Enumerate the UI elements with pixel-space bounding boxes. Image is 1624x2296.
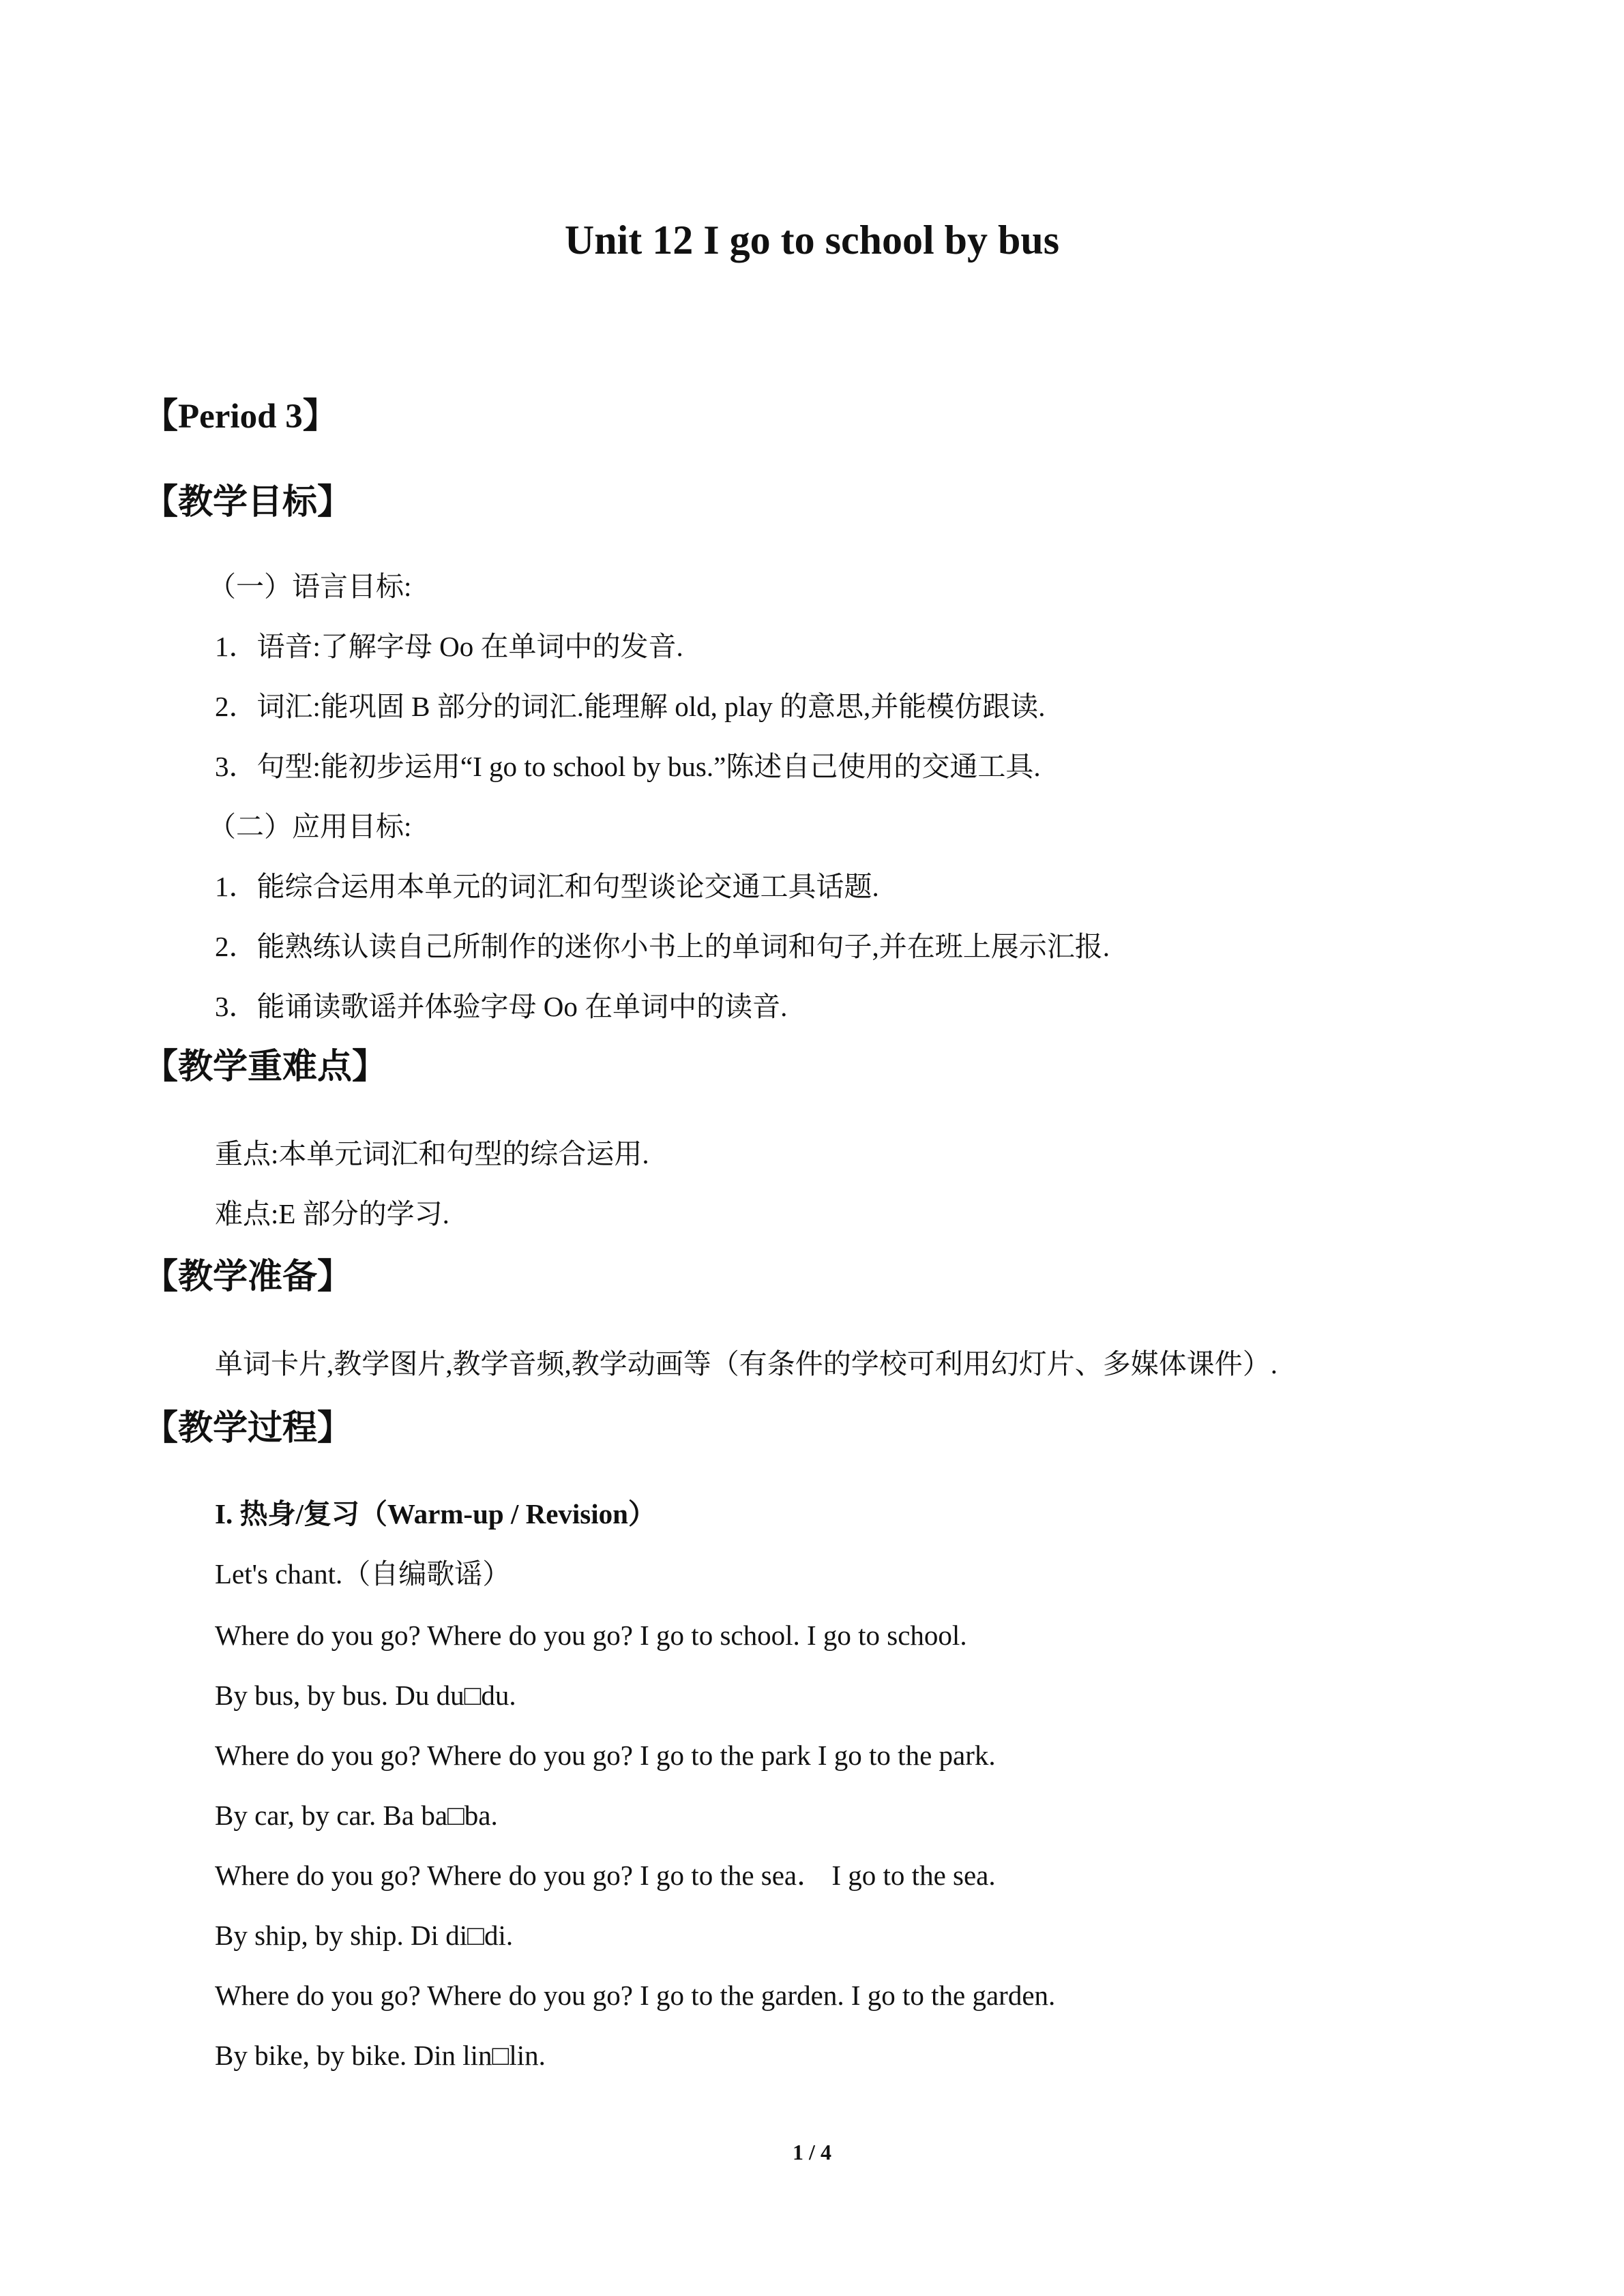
process-heading: 【教学过程】 xyxy=(143,1410,353,1448)
chant-line: Where do you go? Where do you go? I go to the garden. I go to the garden. xyxy=(215,1980,1056,2011)
page-number: 1 / 4 xyxy=(793,2140,831,2164)
chant-line: By ship, by ship. Di di□di. xyxy=(215,1920,514,1951)
step-title: I. 热身/复习（Warm-up / Revision） xyxy=(215,1498,656,1530)
language-objective-item: 1．语音:了解字母 Oo 在单词中的发音. xyxy=(215,631,683,662)
chant-intro: Let's chant.（自编歌谣） xyxy=(215,1558,511,1590)
key-points-heading: 【教学重难点】 xyxy=(143,1048,387,1086)
document-title: Unit 12 I go to school by bus xyxy=(564,218,1060,263)
preparation-text: 单词卡片,教学图片,教学音频,教学动画等（有条件的学校可利用幻灯片、多媒体课件）. xyxy=(215,1348,1278,1380)
chant-line: By bus, by bus. Du du□du. xyxy=(215,1680,516,1711)
key-point-text: 重点:本单元词汇和句型的综合运用. xyxy=(215,1138,649,1169)
chant-line: By car, by car. Ba ba□ba. xyxy=(215,1800,498,1831)
period-heading: 【Period 3】 xyxy=(143,398,338,436)
chant-line: By bike, by bike. Din lin□lin. xyxy=(215,2040,546,2071)
chant-line: Where do you go? Where do you go? I go to the sea． I go to the sea. xyxy=(215,1860,996,1891)
application-objectives-title: （二）应用目标: xyxy=(208,811,412,842)
application-objective-item: 1．能综合运用本单元的词汇和句型谈论交通工具话题. xyxy=(215,871,879,902)
preparation-heading: 【教学准备】 xyxy=(143,1258,353,1296)
application-objective-item: 2．能熟练认读自己所制作的迷你小书上的单词和句子,并在班上展示汇报. xyxy=(215,931,1110,962)
language-objectives-title: （一）语言目标: xyxy=(208,571,412,602)
chant-line: Where do you go? Where do you go? I go to school. I go to school. xyxy=(215,1620,967,1651)
chant-line: Where do you go? Where do you go? I go to the park I go to the park. xyxy=(215,1740,996,1771)
objectives-heading: 【教学目标】 xyxy=(143,483,353,522)
language-objective-item: 2．词汇:能巩固 B 部分的词汇.能理解 old, play 的意思,并能模仿跟读. xyxy=(215,691,1046,722)
language-objective-item: 3．句型:能初步运用“I go to school by bus.”陈述自己使用的交通工具. xyxy=(215,751,1041,782)
application-objective-item: 3．能诵读歌谣并体验字母 Oo 在单词中的读音. xyxy=(215,991,788,1022)
difficult-point-text: 难点:E 部分的学习. xyxy=(215,1198,449,1229)
